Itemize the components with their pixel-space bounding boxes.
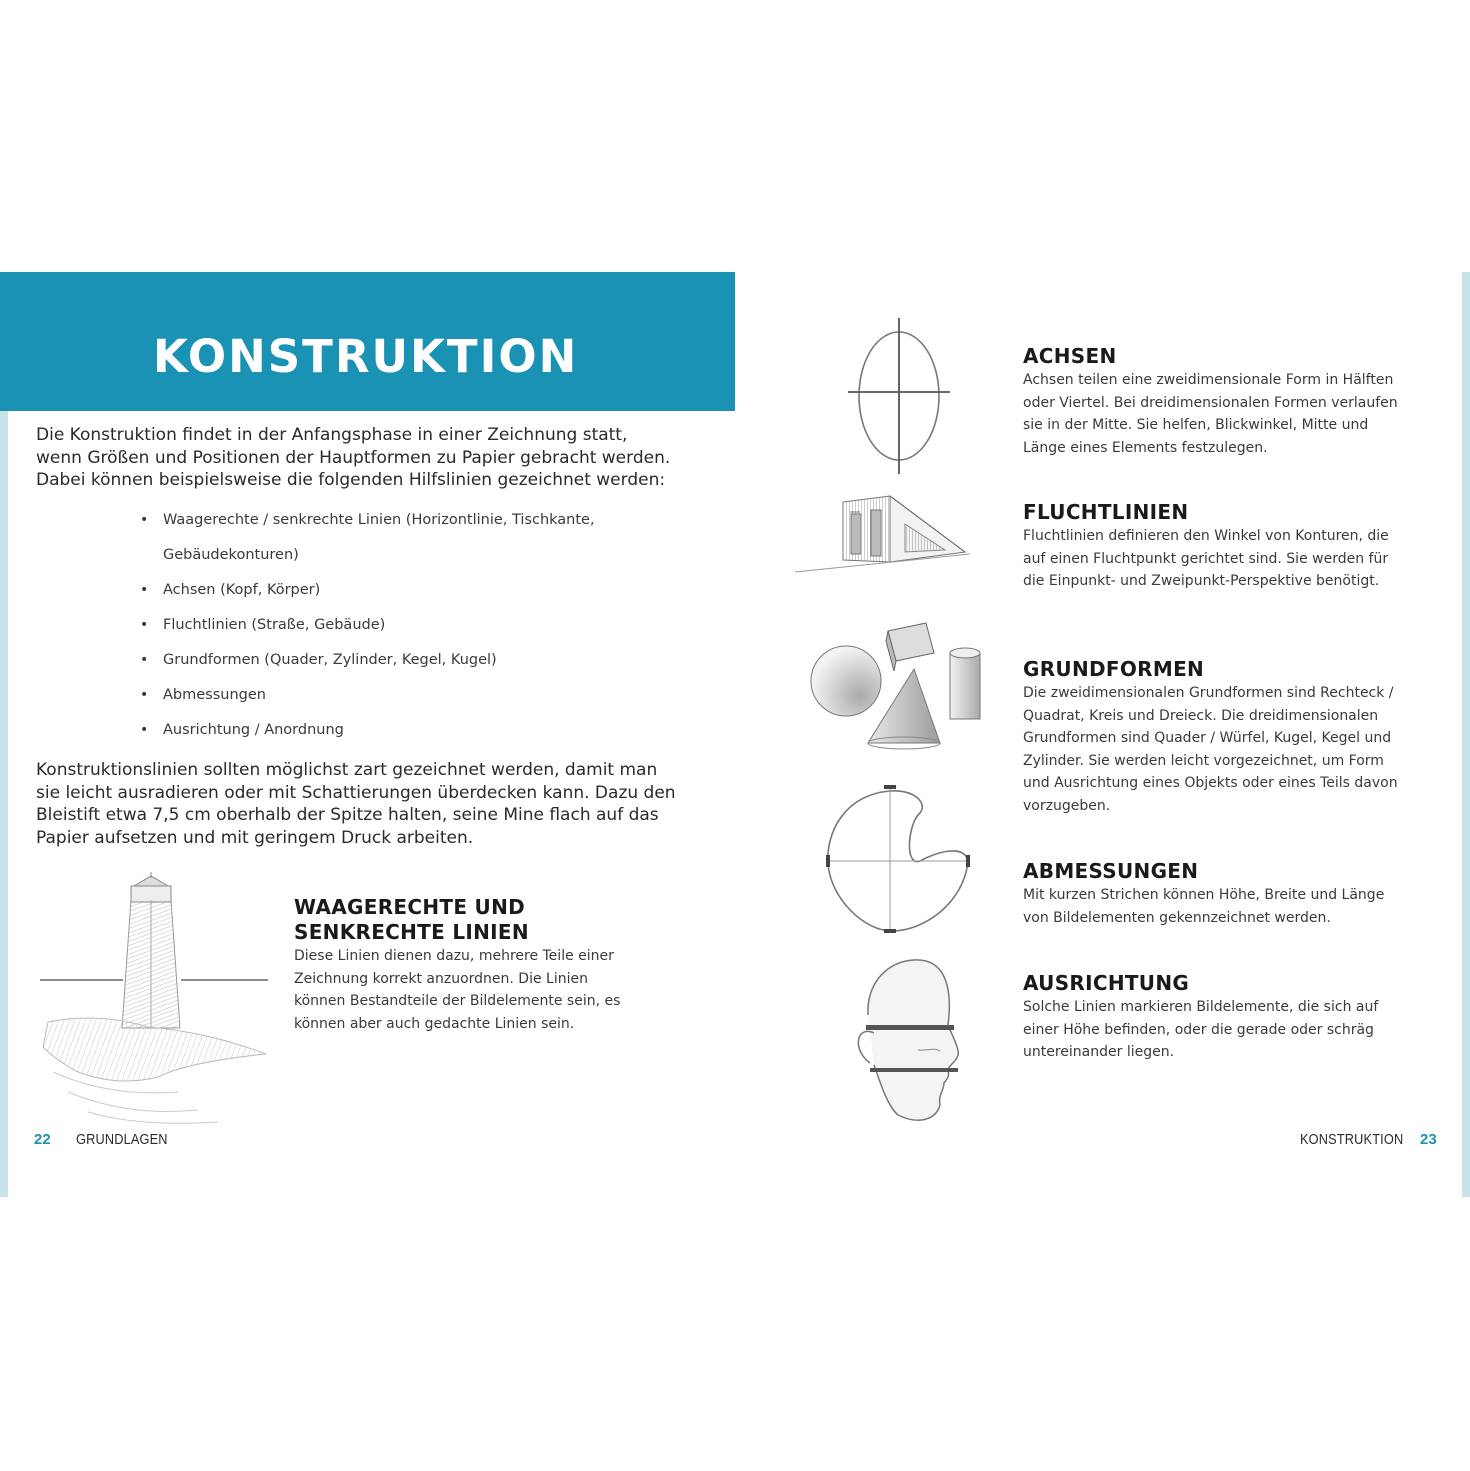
section-text: Mit kurzen Strichen können Höhe, Breite und Länge von Bildelementen gekennzeichnet werden. [1023, 887, 1385, 926]
egg-axes-sketch [846, 318, 956, 476]
lighthouse-sketch [38, 872, 273, 1132]
page-title: KONSTRUKTION [153, 330, 579, 383]
section-text: Achsen teilen eine zweidimensionale Form in Hälften oder Viertel. Bei dreidimensionalen Formen verlaufen sie in der Mitte. Sie helfen, Blickwinkel, Mitte und Länge eines Elements festzulegen. [1023, 372, 1398, 456]
section-text: Solche Linien markieren Bildelemente, die sich auf einer Höhe befinden, oder die gerade oder schräg untereinander liegen. [1023, 999, 1379, 1060]
page-number-right: 23 [1420, 1131, 1437, 1148]
section-grundformen [1023, 657, 1403, 817]
head-profile-sketch [848, 955, 968, 1130]
list-item: • Ausrichtung / Anordnung [140, 722, 344, 738]
section-heading: FLUCHTLINIEN [1023, 500, 1189, 524]
list-item: • Achsen (Kopf, Körper) [140, 582, 321, 598]
basic-shapes-sketch [808, 617, 988, 757]
section-text: Die zweidimensionalen Grundformen sind Rechteck / Quadrat, Kreis und Dreieck. Die dreidimensionalen Grundformen sind Quader / Würfel, Kugel, Kegel und Zylinder. Sie werden leicht vorgezeichnet, um Form und Ausrichtung eines Objekts oder eines Teils davon vorzugeben. [1023, 685, 1398, 814]
section-heading: GRUNDFORMEN [1023, 657, 1205, 681]
section-fluchtlinien [1023, 500, 1403, 593]
section-achsen [1023, 344, 1403, 459]
list-item: • Fluchtlinien (Straße, Gebäude) [140, 617, 386, 633]
page-edge-right [1462, 272, 1470, 1197]
section-waagerechte [294, 895, 634, 1035]
running-head-left: GRUNDLAGEN [76, 1131, 168, 1148]
list-item: • Abmessungen [140, 687, 266, 703]
section-heading: ABMESSUNGEN [1023, 859, 1199, 883]
dimension-marks-sketch [824, 783, 974, 938]
section-heading: AUSRICHTUNG [1023, 971, 1190, 995]
hilfslinien-list [140, 503, 610, 748]
section-heading: WAAGERECHTE UND SENKRECHTE LINIEN [294, 895, 529, 944]
list-item: • Grundformen (Quader, Zylinder, Kegel, Kugel) [140, 652, 497, 668]
section-text: Diese Linien dienen dazu, mehrere Teile einer Zeichnung korrekt anzuordnen. Die Linien können Bestandteile der Bildelemente sein, es können aber auch gedachte Linien sein. [294, 948, 621, 1032]
section-ausrichtung [1023, 971, 1403, 1064]
running-head-right: KONSTRUKTION [1300, 1131, 1404, 1148]
technique-paragraph: Konstruktionslinien sollten möglichst zart gezeichnet werden, damit man sie leicht ausradieren oder mit Schattierungen überdecken kann. Dazu den Bleistift etwa 7,5 cm oberhalb der Spitze halten, seine Mine flach auf das Papier aufsetzen und mit geringem Druck arbeiten. [36, 760, 676, 848]
building-perspective-sketch [795, 492, 975, 582]
intro-paragraph: Die Konstruktion findet in der Anfangsphase in einer Zeichnung statt, wenn Größen und Positionen der Hauptformen zu Papier gebracht werden. Dabei können beispielsweise die folgenden Hilfslinien gezeichnet werden: [36, 425, 671, 490]
section-heading: ACHSEN [1023, 344, 1117, 368]
list-item: • Waagerechte / senkrechte Linien (Horizontlinie, Tischkante, [140, 512, 595, 528]
title-band [0, 272, 735, 411]
section-text: Fluchtlinien definieren den Winkel von Konturen, die auf einen Fluchtpunkt gerichtet sind. Sie werden für die Einpunkt- und Zweipunkt-Perspektive benötigt. [1023, 528, 1389, 589]
list-item-continuation: Gebäudekonturen) [163, 547, 299, 563]
page-number-left: 22 [34, 1131, 51, 1148]
section-abmessungen [1023, 859, 1403, 929]
